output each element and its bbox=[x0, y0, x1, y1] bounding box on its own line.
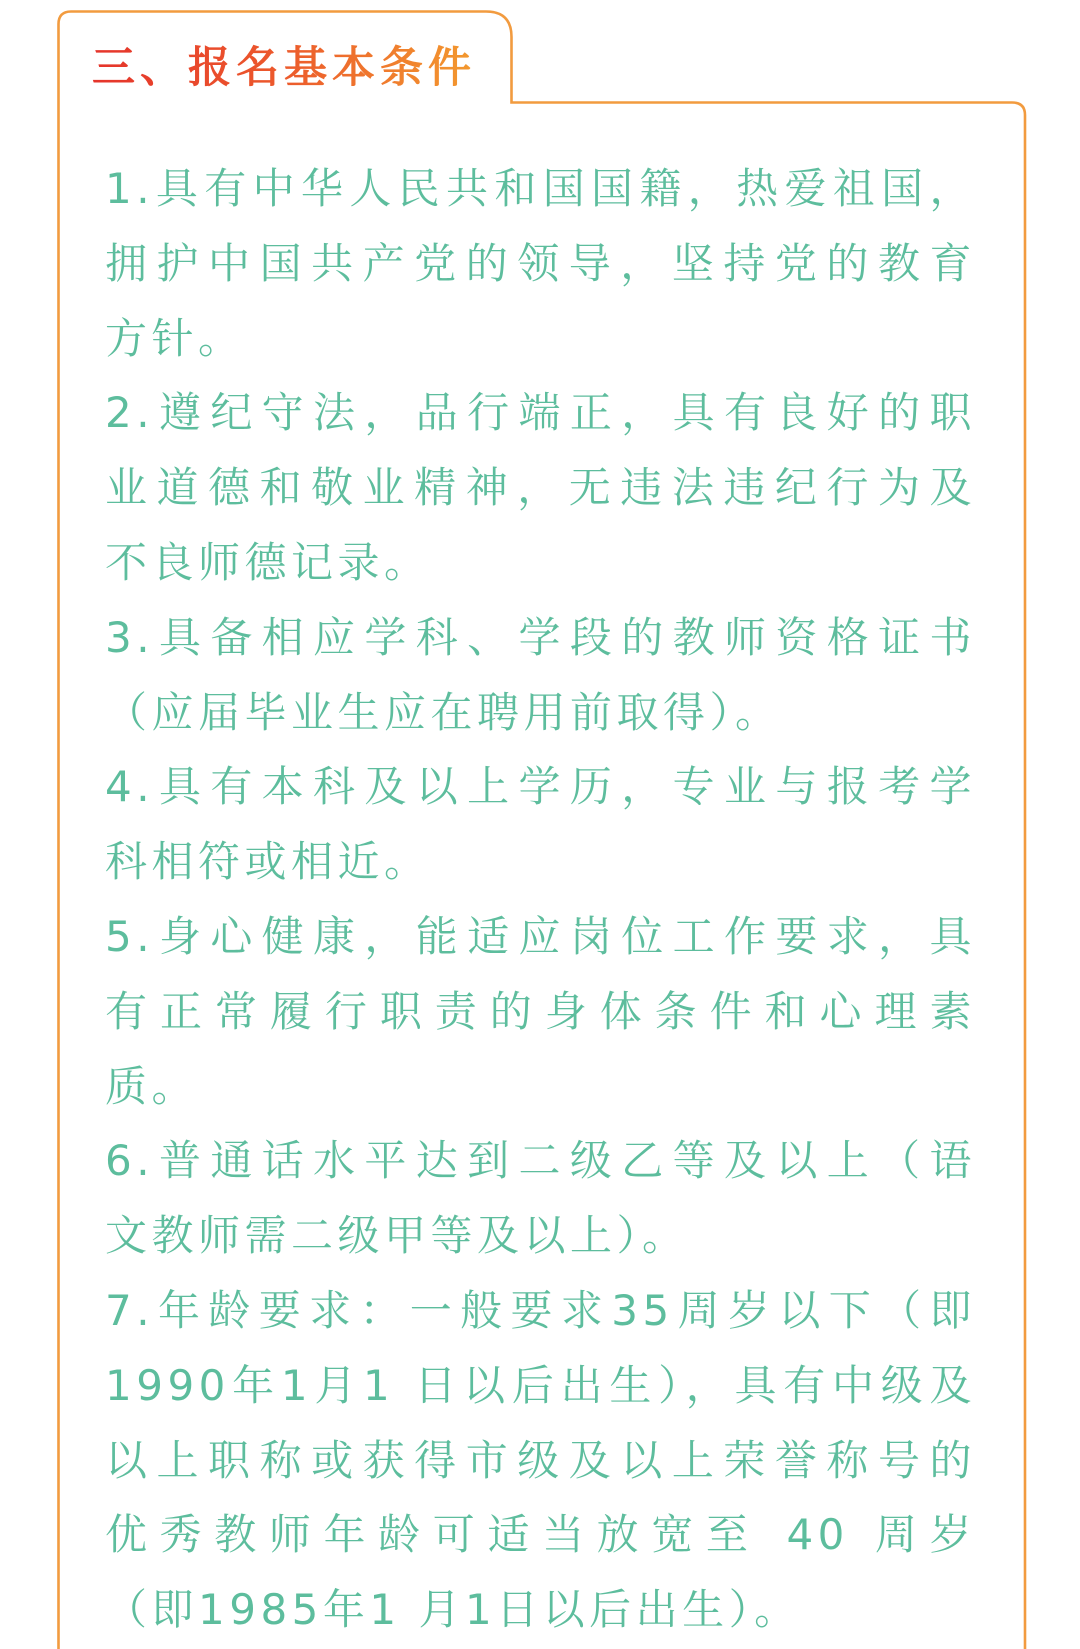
condition-line: 5.身心健康，能适应岗位工作要求，具 bbox=[105, 911, 976, 961]
condition-line: 科相符或相近。 bbox=[105, 837, 431, 887]
condition-line: 1990年1月1 日以后出生），具有中级及 bbox=[105, 1360, 976, 1410]
condition-line: 有正常履行职责的身体条件和心理素 bbox=[105, 986, 976, 1036]
condition-line: 以上职称或获得市级及以上荣誉称号的 bbox=[105, 1435, 976, 1485]
section-title-tab bbox=[92, 38, 476, 98]
condition-item bbox=[105, 750, 976, 900]
conditions-list bbox=[105, 152, 976, 1648]
condition-line: 文教师需二级甲等及以上）。 bbox=[105, 1211, 689, 1261]
condition-line: 拥护中国共产党的领导，坚持党的教育 bbox=[105, 238, 976, 288]
condition-item bbox=[105, 601, 976, 751]
condition-line: 不良师德记录。 bbox=[105, 537, 431, 587]
condition-line: 3.具备相应学科、学段的教师资格证书 bbox=[105, 612, 976, 662]
condition-line: 1.具有中华人民共和国国籍，热爱祖国， bbox=[105, 164, 976, 213]
condition-item bbox=[105, 376, 976, 600]
condition-line: 优秀教师年龄可适当放宽至 40 周岁 bbox=[105, 1510, 976, 1560]
condition-item bbox=[105, 1274, 976, 1648]
section-title: 三、报名基本条件 bbox=[92, 38, 476, 98]
condition-line: 4.具有本科及以上学历，专业与报考学 bbox=[105, 762, 976, 812]
condition-line: 方针。 bbox=[105, 313, 245, 363]
condition-line: 业道德和敬业精神，无违法违纪行为及 bbox=[105, 463, 976, 513]
condition-line: 2.遵纪守法，品行端正，具有良好的职 bbox=[105, 388, 976, 438]
condition-line: 质。 bbox=[105, 1061, 199, 1111]
condition-line: （应届毕业生应在聘用前取得）。 bbox=[105, 687, 782, 737]
condition-item bbox=[105, 1124, 976, 1274]
condition-item bbox=[105, 152, 976, 376]
condition-line: 6.普通话水平达到二级乙等及以上（语 bbox=[105, 1136, 976, 1186]
condition-line: 7.年龄要求：一般要求35周岁以下（即 bbox=[105, 1285, 976, 1335]
condition-item bbox=[105, 900, 976, 1124]
condition-line: （即1985年1 月1日以后出生）。 bbox=[105, 1585, 801, 1635]
